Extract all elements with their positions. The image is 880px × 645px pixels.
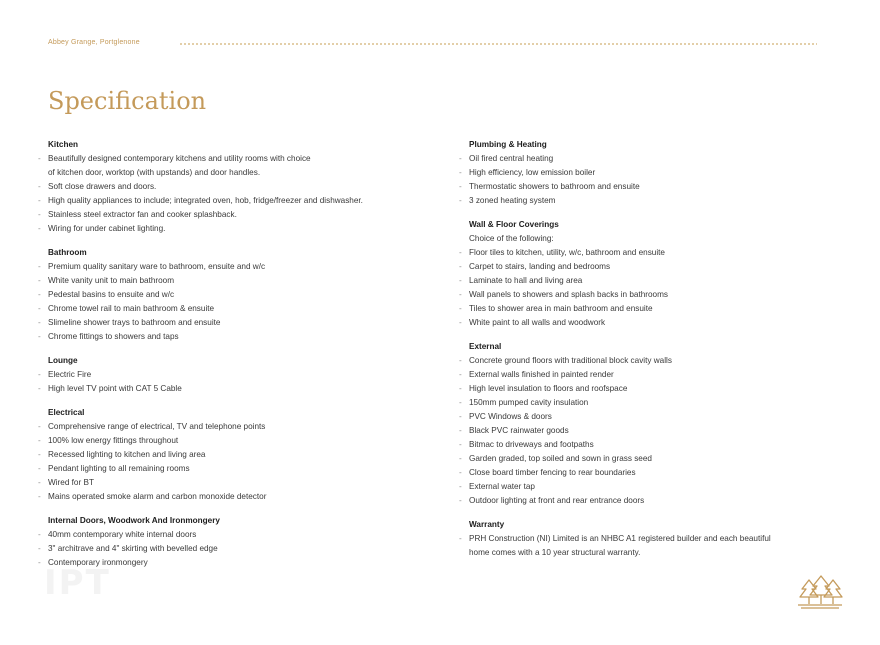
spec-item: - Wiring for under cabinet lighting. <box>38 222 438 236</box>
spec-item: - Bitmac to driveways and footpaths <box>459 438 839 452</box>
spec-item: - White vanity unit to main bathroom <box>38 274 438 288</box>
spec-item: - 100% low energy fittings throughout <box>38 434 438 448</box>
section-external <box>459 340 839 508</box>
spec-item: - 3 zoned heating system <box>459 194 839 208</box>
spec-item: - Slimeline shower trays to bathroom and ensuite <box>38 316 438 330</box>
spec-item: - Chrome towel rail to main bathroom & ensuite <box>38 302 438 316</box>
header-dotted-rule <box>180 43 817 45</box>
tree-icon <box>797 574 843 610</box>
spec-item: - External water tap <box>459 480 839 494</box>
left-column <box>38 138 438 580</box>
spec-item: - Contemporary ironmongery <box>38 556 438 570</box>
spec-item: - High level insulation to floors and roofspace <box>459 382 839 396</box>
spec-item: - Carpet to stairs, landing and bedrooms <box>459 260 839 274</box>
page-title: Specification <box>48 87 207 115</box>
section-wall-and-floor-coverings <box>459 218 839 330</box>
spec-item: - High level TV point with CAT 5 Cable <box>38 382 438 396</box>
spec-item: - Beautifully designed contemporary kitchens and utility rooms with choice <box>38 152 438 166</box>
spec-item: - Comprehensive range of electrical, TV and telephone points <box>38 420 438 434</box>
spec-item: - Stainless steel extractor fan and cooker splashback. <box>38 208 438 222</box>
spec-item: - Recessed lighting to kitchen and living area <box>38 448 438 462</box>
spec-item: - Black PVC rainwater goods <box>459 424 839 438</box>
spec-item: - High quality appliances to include; integrated oven, hob, fridge/freezer and dishwasher. <box>38 194 438 208</box>
spec-item: - Concrete ground floors with traditional block cavity walls <box>459 354 839 368</box>
spec-item: - Close board timber fencing to rear boundaries <box>459 466 839 480</box>
section-heading: Plumbing & Heating <box>469 140 547 149</box>
section-heading: Kitchen <box>48 140 79 149</box>
spec-item: - Electric Fire <box>38 368 438 382</box>
section-heading: Bathroom <box>48 248 87 257</box>
section-heading: Warranty <box>469 520 505 529</box>
spec-item: home comes with a 10 year structural warranty. <box>469 548 641 557</box>
spec-item: - Soft close drawers and doors. <box>38 180 438 194</box>
spec-item: - Laminate to hall and living area <box>459 274 839 288</box>
spec-item: - 40mm contemporary white internal doors <box>38 528 438 542</box>
right-column <box>459 138 839 570</box>
spec-item: - PRH Construction (NI) Limited is an NHBC A1 registered builder and each beautiful <box>459 532 839 546</box>
spec-item: - Mains operated smoke alarm and carbon monoxide detector <box>38 490 438 504</box>
spec-item: - Oil fired central heating <box>459 152 839 166</box>
spec-item: - Pendant lighting to all remaining rooms <box>38 462 438 476</box>
spec-item: - PVC Windows & doors <box>459 410 839 424</box>
spec-item: - Wall panels to showers and splash backs in bathrooms <box>459 288 839 302</box>
section-heading: Internal Doors, Woodwork And Ironmongery <box>48 516 220 525</box>
section-heading: Lounge <box>48 356 78 365</box>
header-place-name: Abbey Grange, Portglenone <box>48 39 140 46</box>
spec-item: of kitchen door, worktop (with upstands) and door handles. <box>48 168 261 177</box>
section-lounge <box>38 354 438 396</box>
spec-item: - High efficiency, low emission boiler <box>459 166 839 180</box>
spec-item: - External walls finished in painted render <box>459 368 839 382</box>
section-heading: External <box>469 342 502 351</box>
spec-item: - Garden graded, top soiled and sown in grass seed <box>459 452 839 466</box>
spec-item: Choice of the following: <box>469 234 554 243</box>
spec-item: - White paint to all walls and woodwork <box>459 316 839 330</box>
section-electrical <box>38 406 438 504</box>
spec-item: - Floor tiles to kitchen, utility, w/c, bathroom and ensuite <box>459 246 839 260</box>
spec-item: - Wired for BT <box>38 476 438 490</box>
spec-item: - Pedestal basins to ensuite and w/c <box>38 288 438 302</box>
spec-item: - Tiles to shower area in main bathroom and ensuite <box>459 302 839 316</box>
section-heading: Wall & Floor Coverings <box>469 220 559 229</box>
section-kitchen <box>38 138 438 236</box>
spec-item: - Premium quality sanitary ware to bathroom, ensuite and w/c <box>38 260 438 274</box>
spec-item: - Chrome fittings to showers and taps <box>38 330 438 344</box>
section-internal-doors-woodwork-and-ironmongery <box>38 514 438 570</box>
section-bathroom <box>38 246 438 344</box>
spec-item: - 150mm pumped cavity insulation <box>459 396 839 410</box>
section-plumbing-and-heating <box>459 138 839 208</box>
spec-item: - 3" architrave and 4" skirting with bevelled edge <box>38 542 438 556</box>
watermark: IPT <box>44 563 111 603</box>
spec-item: - Thermostatic showers to bathroom and ensuite <box>459 180 839 194</box>
spec-item: - Outdoor lighting at front and rear entrance doors <box>459 494 839 508</box>
section-warranty <box>459 518 839 560</box>
section-heading: Electrical <box>48 408 85 417</box>
